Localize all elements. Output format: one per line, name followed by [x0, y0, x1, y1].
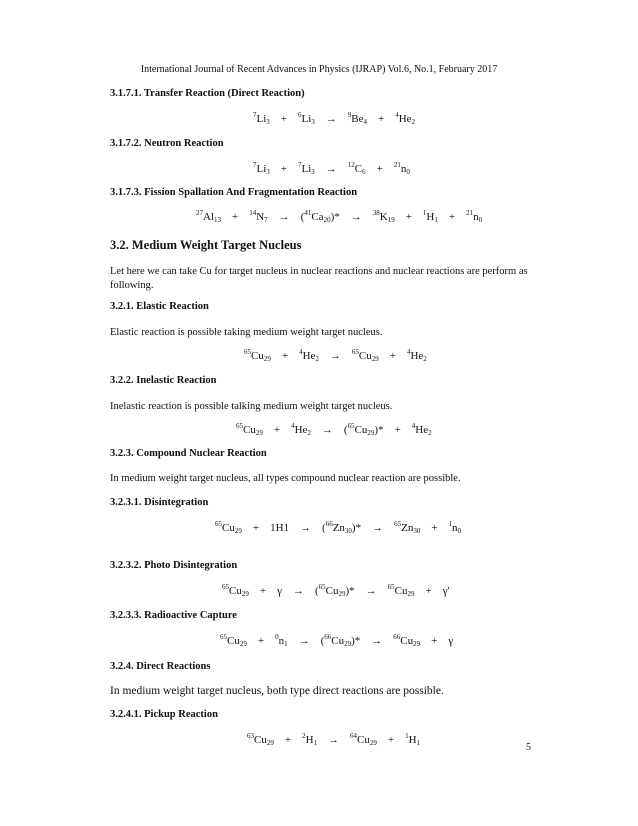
nuclide: [322, 522, 361, 534]
nuclide-base: Cu: [251, 350, 264, 362]
nuclide-pre: (: [322, 522, 326, 534]
nuclide-base: Cu: [357, 734, 370, 746]
nuclide: [222, 585, 249, 597]
equation-operator: →: [300, 522, 312, 534]
heading-3-1-7-2: 3.1.7.2. Neutron Reaction: [110, 138, 224, 149]
nuclide-post: )*: [330, 211, 340, 223]
nuclide: [247, 734, 274, 746]
nuclide: [253, 163, 270, 175]
nuclide-sub: 1: [416, 739, 421, 747]
equation-operator: γ: [277, 585, 282, 597]
nuclide-pre: (: [320, 635, 325, 647]
equation-neutron-reaction: [253, 163, 410, 175]
nuclide-sup: 65: [347, 422, 355, 430]
nuclide-sub: 29: [371, 355, 379, 363]
nuclide: [321, 635, 361, 647]
equation-inelastic-reaction: [236, 424, 432, 436]
nuclide-sup: 27: [196, 209, 203, 217]
nuclide-base: C: [354, 163, 363, 175]
nuclide: [236, 424, 263, 436]
page-number: 5: [526, 742, 531, 753]
nuclide-sup: 64: [350, 732, 358, 740]
nuclide-sub: 0: [406, 168, 410, 176]
nuclide: [275, 635, 288, 647]
nuclide-sup: 1: [405, 732, 409, 740]
nuclide-pre: (: [314, 585, 319, 597]
nuclide-base: Li: [256, 163, 267, 175]
equation-operator: →: [371, 635, 383, 647]
equation-operator: +: [280, 113, 287, 125]
nuclide-sup: 38: [372, 209, 380, 217]
nuclide-base: He: [415, 424, 429, 436]
nuclide-sub: 29: [344, 640, 352, 648]
nuclide-sub: 3: [266, 118, 270, 126]
nuclide-sub: 29: [266, 739, 274, 747]
nuclide-sup: 7: [253, 161, 257, 169]
nuclide: [395, 113, 415, 125]
nuclide-sub: 19: [387, 216, 395, 224]
nuclide-sub: 1: [313, 739, 318, 747]
nuclide-sub: 1: [434, 216, 438, 224]
nuclide: [394, 522, 420, 534]
nuclide-sup: 1: [422, 209, 427, 217]
nuclide-sub: 29: [234, 527, 242, 535]
nuclide-base: Cu: [358, 350, 372, 362]
equation-operator: +: [273, 424, 281, 436]
nuclide: [298, 163, 315, 175]
nuclide-base: n: [278, 635, 285, 647]
nuclide: [407, 350, 427, 362]
equation-pickup-reaction: [247, 734, 420, 746]
heading-3-2-3-2: 3.2.3.2. Photo Disintegration: [110, 560, 238, 571]
nuclide-base: Li: [256, 113, 267, 125]
equation-operator: +: [448, 211, 456, 223]
nuclide-sub: 29: [255, 429, 263, 437]
nuclide-sup: 65: [318, 583, 326, 591]
nuclide-sup: 4: [395, 111, 399, 119]
equation-operator: +: [259, 585, 267, 597]
nuclide-base: n: [473, 211, 479, 223]
nuclide-post: )*: [351, 635, 361, 647]
nuclide: [298, 113, 315, 125]
nuclide-sup: 66: [393, 633, 401, 641]
nuclide-base: Ca: [311, 211, 324, 223]
nuclide-sup: 12: [347, 161, 355, 169]
nuclide-sub: 2: [315, 355, 319, 363]
nuclide: [299, 350, 319, 362]
nuclide-base: Cu: [400, 635, 414, 647]
nuclide-sub: 4: [363, 118, 368, 126]
nuclide-sup: 66: [325, 520, 333, 528]
nuclide-sub: 29: [241, 590, 249, 598]
heading-3-2-2: 3.2.2. Inelastic Reaction: [110, 375, 217, 386]
nuclide-base: 1H1: [270, 522, 290, 534]
nuclide-sub: 0: [478, 216, 483, 224]
equation-operator: →: [325, 163, 337, 175]
nuclide-post: )*: [374, 424, 384, 436]
nuclide: [350, 734, 377, 746]
nuclide-base: Cu: [227, 635, 240, 647]
nuclide-sub: 7: [264, 216, 268, 224]
nuclide: [405, 734, 420, 746]
nuclide-sub: 6: [362, 168, 366, 176]
nuclide-sub: 3: [266, 168, 270, 176]
nuclide: [423, 211, 438, 223]
equation-operator: +: [387, 734, 395, 746]
equation-fission-spallation: [196, 211, 482, 223]
nuclide: [301, 211, 340, 223]
equation-operator: +: [425, 585, 432, 597]
nuclide-sub: 3: [311, 168, 315, 176]
nuclide-sub: 2: [423, 355, 427, 363]
nuclide-pre: (: [343, 424, 348, 436]
nuclide-base: Al: [203, 211, 214, 223]
nuclide-sup: 4: [411, 422, 416, 430]
nuclide-base: n: [452, 522, 458, 534]
nuclide-sub: 3: [311, 118, 315, 126]
equation-operator: γ: [448, 635, 454, 647]
equation-operator: γ': [442, 585, 450, 597]
nuclide: [373, 211, 395, 223]
nuclide-sup: 65: [394, 520, 402, 528]
nuclide-base: Cu: [254, 734, 267, 746]
nuclide-sub: 29: [407, 590, 415, 598]
nuclide-sup: 63: [247, 732, 254, 740]
nuclide-sup: 41: [304, 209, 312, 217]
nuclide-sup: 7: [253, 111, 257, 119]
equation-operator: +: [394, 424, 401, 436]
equation-photo-disintegration: [222, 585, 450, 597]
heading-3-2-3-3: 3.2.3.3. Radioactive Capture: [110, 610, 237, 621]
equation-operator: →: [329, 350, 341, 362]
heading-3-2-3: 3.2.3. Compound Nuclear Reaction: [110, 448, 267, 459]
nuclide: [244, 350, 271, 362]
equation-operator: +: [376, 163, 383, 175]
nuclide: [196, 211, 221, 223]
nuclide-sup: 65: [244, 348, 251, 356]
nuclide-sub: 29: [367, 429, 375, 437]
equation-operator: +: [232, 211, 239, 223]
equation-operator: →: [321, 424, 333, 436]
nuclide-sub: 29: [413, 640, 421, 648]
nuclide: [249, 211, 267, 223]
nuclide-base: H: [426, 211, 435, 223]
nuclide-base: Cu: [394, 585, 408, 597]
equation-operator: →: [325, 113, 337, 125]
nuclide-base: H: [408, 734, 417, 746]
nuclide-sup: 1: [448, 520, 453, 528]
nuclide: [466, 211, 482, 223]
nuclide-base: N: [256, 211, 265, 223]
equation-operator: +: [257, 635, 265, 647]
nuclide: [220, 635, 247, 647]
nuclide-sub: 20: [323, 216, 331, 224]
equation-operator: →: [292, 585, 304, 597]
nuclide-sub: 30: [413, 527, 421, 535]
nuclide-sup: 4: [299, 348, 303, 356]
nuclide-sup: 65: [351, 348, 359, 356]
nuclide-post: )*: [351, 522, 362, 534]
journal-header: International Journal of Recent Advances in Physics (IJRAP) Vol.6, No.1, February 2017: [140, 64, 498, 75]
nuclide: [348, 163, 366, 175]
nuclide-sub: 2: [307, 429, 311, 437]
nuclide-sup: 66: [324, 633, 332, 641]
nuclide-base: Zn: [401, 522, 414, 534]
equation-transfer-reaction: [253, 113, 415, 125]
nuclide-sub: 1: [284, 640, 288, 648]
equation-operator: +: [281, 350, 289, 362]
nuclide-sub: 29: [263, 355, 271, 363]
nuclide-sup: 21: [393, 161, 401, 169]
nuclide-sup: 14: [249, 209, 257, 217]
nuclide-base: He: [410, 350, 424, 362]
nuclide: [352, 350, 379, 362]
nuclide-base: K: [379, 211, 388, 223]
paragraph-3-2-3: In medium weight target nucleus, all types compound nuclear reaction are possible.: [110, 473, 461, 484]
nuclide: [449, 522, 462, 534]
nuclide-base: Cu: [331, 635, 345, 647]
nuclide-sub: 29: [239, 640, 247, 648]
nuclide-post: )*: [345, 585, 355, 597]
nuclide-sub: 2: [411, 118, 416, 126]
equation-operator: →: [365, 585, 377, 597]
heading-3-1-7-3: 3.1.7.3. Fission Spallation And Fragmentation Reaction: [110, 187, 358, 198]
nuclide-base: H: [305, 734, 314, 746]
paragraph-3-2-2: Inelastic reaction is possible talking medium weight target nucleus.: [110, 401, 393, 412]
nuclide-sup: 65: [387, 583, 395, 591]
nuclide-base: Cu: [325, 585, 339, 597]
heading-3-2-4-1: 3.2.4.1. Pickup Reaction: [110, 709, 218, 720]
equation-operator: →: [328, 734, 340, 746]
nuclide-sub: 2: [428, 429, 432, 437]
nuclide: [394, 163, 410, 175]
nuclide: [393, 635, 420, 647]
paragraph-3-2-1: Elastic reaction is possible taking medium weight target nucleus.: [110, 327, 383, 338]
paragraph-3-2-4: In medium weight target nucleus, both type direct reactions are possible.: [110, 685, 444, 697]
nuclide-base: Zn: [332, 522, 345, 534]
nuclide-sup: 9: [347, 111, 352, 119]
paragraph-3-2: Let here we can take Cu for target nucleus in nuclear reactions and nuclear reactions are perform as following.: [110, 266, 528, 291]
heading-3-2-4: 3.2.4. Direct Reactions: [110, 661, 211, 672]
nuclide: [412, 424, 432, 436]
nuclide-base: He: [302, 350, 316, 362]
heading-3-1-7-1: 3.1.7.1. Transfer Reaction (Direct Reaction): [110, 88, 305, 99]
heading-3-2: 3.2. Medium Weight Target Nucleus: [110, 238, 302, 252]
nuclide-sup: 21: [466, 209, 474, 217]
nuclide-sup: 7: [298, 161, 302, 169]
equation-operator: +: [284, 734, 292, 746]
equation-operator: +: [252, 522, 260, 534]
equation-operator: +: [389, 350, 396, 362]
equation-radioactive-capture: [220, 635, 453, 647]
equation-operator: +: [378, 113, 385, 125]
nuclide-base: Cu: [354, 424, 368, 436]
nuclide-base: n: [400, 163, 407, 175]
equation-operator: +: [405, 211, 412, 223]
nuclide-pre: (: [300, 211, 305, 223]
equation-operator: +: [280, 163, 287, 175]
nuclide-sup: 6: [298, 111, 302, 119]
nuclide-base: Be: [351, 113, 364, 125]
equation-operator: →: [298, 635, 310, 647]
nuclide-sub: 30: [344, 527, 352, 535]
nuclide-base: Cu: [222, 522, 235, 534]
equation-operator: →: [372, 522, 384, 534]
nuclide-sup: 65: [215, 520, 222, 528]
nuclide-sup: 65: [220, 633, 227, 641]
heading-3-2-1: 3.2.1. Elastic Reaction: [110, 301, 209, 312]
nuclide-sup: 2: [302, 732, 306, 740]
nuclide: [315, 585, 355, 597]
nuclide-sup: 4: [406, 348, 411, 356]
nuclide: [291, 424, 311, 436]
nuclide-sub: 13: [214, 216, 221, 224]
nuclide: [215, 522, 242, 534]
nuclide-base: He: [294, 424, 308, 436]
nuclide-base: Li: [301, 113, 312, 125]
nuclide-sup: 65: [222, 583, 229, 591]
nuclide: [344, 424, 384, 436]
equation-disintegration: [215, 522, 461, 534]
nuclide-sub: 29: [338, 590, 346, 598]
nuclide: [270, 522, 289, 534]
nuclide-sub: 0: [457, 527, 462, 535]
nuclide: [388, 585, 415, 597]
nuclide-sup: 0: [275, 633, 279, 641]
nuclide-base: Li: [301, 163, 312, 175]
nuclide-base: Cu: [243, 424, 256, 436]
nuclide-base: Cu: [229, 585, 242, 597]
nuclide-base: He: [398, 113, 412, 125]
nuclide-sup: 4: [291, 422, 295, 430]
nuclide-sub: 29: [369, 739, 377, 747]
nuclide: [348, 113, 367, 125]
nuclide: [253, 113, 270, 125]
heading-3-2-3-1: 3.2.3.1. Disintegration: [110, 497, 209, 508]
equation-operator: →: [278, 211, 290, 223]
equation-operator: +: [431, 522, 438, 534]
equation-operator: +: [431, 635, 438, 647]
equation-elastic-reaction: [244, 350, 427, 362]
nuclide: [302, 734, 317, 746]
nuclide-sup: 65: [236, 422, 243, 430]
equation-operator: →: [350, 211, 362, 223]
